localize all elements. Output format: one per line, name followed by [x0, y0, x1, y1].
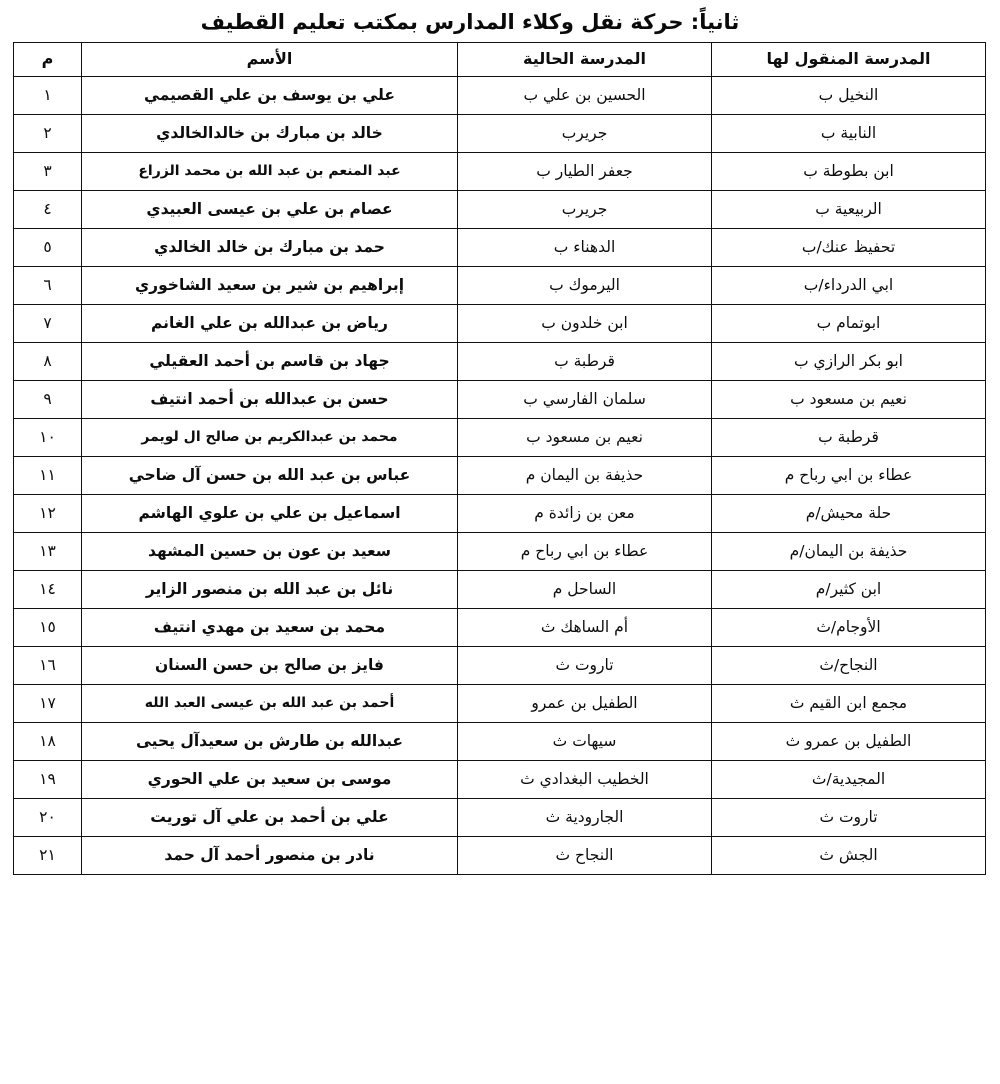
table-row — [14, 267, 986, 305]
cell-target-school: ابي الدرداء/ب — [712, 267, 986, 305]
cell-target-school: تحفيظ عنك/ب — [712, 229, 986, 267]
cell-target-school: حذيفة بن اليمان/م — [712, 533, 986, 571]
column-header-target-school: المدرسة المنقول لها — [712, 43, 986, 77]
table-row — [14, 685, 986, 723]
table-row — [14, 761, 986, 799]
cell-current-school: أم الساهك ث — [458, 609, 712, 647]
cell-target-school: الطفيل بن عمرو ث — [712, 723, 986, 761]
cell-name: اسماعيل بن علي بن علوي الهاشم — [82, 495, 458, 533]
cell-target-school: ابن بطوطة ب — [712, 153, 986, 191]
cell-row-number: ٤ — [14, 191, 82, 229]
cell-current-school: سيهات ث — [458, 723, 712, 761]
column-header-current-school: المدرسة الحالية — [458, 43, 712, 77]
table-row — [14, 115, 986, 153]
cell-current-school: سلمان الفارسي ب — [458, 381, 712, 419]
cell-row-number: ٦ — [14, 267, 82, 305]
cell-name: سعيد بن عون بن حسين المشهد — [82, 533, 458, 571]
cell-current-school: حذيفة بن اليمان م — [458, 457, 712, 495]
cell-current-school: اليرموك ب — [458, 267, 712, 305]
cell-target-school: تاروت ث — [712, 799, 986, 837]
cell-current-school: جعفر الطيار ب — [458, 153, 712, 191]
cell-row-number: ١١ — [14, 457, 82, 495]
cell-name: عبدالله بن طارش بن سعيدآل يحيى — [82, 723, 458, 761]
cell-row-number: ١ — [14, 77, 82, 115]
cell-row-number: ١٠ — [14, 419, 82, 457]
table-row — [14, 77, 986, 115]
table-row — [14, 571, 986, 609]
table-row — [14, 457, 986, 495]
cell-row-number: ١٥ — [14, 609, 82, 647]
cell-name: إبراهيم بن شير بن سعيد الشاخوري — [82, 267, 458, 305]
cell-row-number: ٥ — [14, 229, 82, 267]
cell-row-number: ٢٠ — [14, 799, 82, 837]
cell-current-school: الحسين بن علي ب — [458, 77, 712, 115]
cell-row-number: ١٤ — [14, 571, 82, 609]
cell-name: جهاد بن قاسم بن أحمد العقيلي — [82, 343, 458, 381]
cell-target-school: قرطبة ب — [712, 419, 986, 457]
cell-name: محمد بن سعيد بن مهدي انتيف — [82, 609, 458, 647]
table-header — [14, 43, 986, 77]
column-header-name: الأسم — [82, 43, 458, 77]
cell-name: عبد المنعم بن عبد الله بن محمد الزراع — [82, 153, 458, 191]
table-row — [14, 647, 986, 685]
cell-target-school: عطاء بن ابي رباح م — [712, 457, 986, 495]
cell-name: رياض بن عبدالله بن علي الغانم — [82, 305, 458, 343]
transfers-table — [13, 42, 986, 875]
table-row — [14, 533, 986, 571]
cell-row-number: ١٣ — [14, 533, 82, 571]
cell-target-school: ابن كثير/م — [712, 571, 986, 609]
cell-name: علي بن أحمد بن علي آل توريت — [82, 799, 458, 837]
cell-target-school: الأوجام/ث — [712, 609, 986, 647]
cell-target-school: نعيم بن مسعود ب — [712, 381, 986, 419]
table-row — [14, 191, 986, 229]
cell-row-number: ٣ — [14, 153, 82, 191]
cell-row-number: ٧ — [14, 305, 82, 343]
table-row — [14, 419, 986, 457]
table-row — [14, 609, 986, 647]
cell-name: علي بن يوسف بن علي القصيمي — [82, 77, 458, 115]
cell-name: عصام بن علي بن عيسى العبيدي — [82, 191, 458, 229]
table-row — [14, 381, 986, 419]
cell-target-school: المجيدية/ث — [712, 761, 986, 799]
table-row — [14, 153, 986, 191]
cell-current-school: الخطيب البغدادي ث — [458, 761, 712, 799]
cell-name: فايز بن صالح بن حسن السنان — [82, 647, 458, 685]
cell-target-school: ابو بكر الرازي ب — [712, 343, 986, 381]
table-row — [14, 343, 986, 381]
cell-row-number: ١٨ — [14, 723, 82, 761]
cell-name: خالد بن مبارك بن خالدالخالدي — [82, 115, 458, 153]
cell-name: محمد بن عبدالكريم بن صالح ال لويمر — [82, 419, 458, 457]
cell-name: موسى بن سعيد بن علي الحوري — [82, 761, 458, 799]
column-header-number: م — [14, 43, 82, 77]
table-row — [14, 723, 986, 761]
cell-current-school: جريرب — [458, 191, 712, 229]
cell-target-school: النابية ب — [712, 115, 986, 153]
cell-current-school: النجاح ث — [458, 837, 712, 875]
cell-name: أحمد بن عبد الله بن عيسى العبد الله — [82, 685, 458, 723]
cell-target-school: الربيعية ب — [712, 191, 986, 229]
cell-name: نائل بن عبد الله بن منصور الزاير — [82, 571, 458, 609]
cell-row-number: ٢ — [14, 115, 82, 153]
cell-current-school: نعيم بن مسعود ب — [458, 419, 712, 457]
cell-current-school: قرطبة ب — [458, 343, 712, 381]
cell-current-school: معن بن زائدة م — [458, 495, 712, 533]
cell-target-school: مجمع ابن القيم ث — [712, 685, 986, 723]
table-row — [14, 837, 986, 875]
document-page — [0, 10, 1000, 1084]
table-row — [14, 305, 986, 343]
cell-row-number: ١٢ — [14, 495, 82, 533]
cell-current-school: ابن خلدون ب — [458, 305, 712, 343]
cell-target-school: الجش ث — [712, 837, 986, 875]
cell-current-school: عطاء بن ابي رباح م — [458, 533, 712, 571]
table-row — [14, 495, 986, 533]
cell-row-number: ٢١ — [14, 837, 82, 875]
table-row — [14, 229, 986, 267]
table-container — [0, 42, 1000, 875]
cell-current-school: الجارودية ث — [458, 799, 712, 837]
cell-name: نادر بن منصور أحمد آل حمد — [82, 837, 458, 875]
cell-name: حسن بن عبدالله بن أحمد انتيف — [82, 381, 458, 419]
cell-current-school: الطفيل بن عمرو — [458, 685, 712, 723]
cell-current-school: الدهناء ب — [458, 229, 712, 267]
table-header-row — [14, 43, 986, 77]
cell-row-number: ١٦ — [14, 647, 82, 685]
cell-target-school: ابوتمام ب — [712, 305, 986, 343]
page-title: ثانياً: حركة نقل وكلاء المدارس بمكتب تعليم القطيف — [200, 10, 740, 34]
cell-current-school: تاروت ث — [458, 647, 712, 685]
cell-row-number: ١٧ — [14, 685, 82, 723]
cell-name: حمد بن مبارك بن خالد الخالدي — [82, 229, 458, 267]
cell-current-school: جريرب — [458, 115, 712, 153]
cell-target-school: حلة محيش/م — [712, 495, 986, 533]
table-body — [14, 77, 986, 875]
cell-target-school: النجاح/ث — [712, 647, 986, 685]
cell-row-number: ١٩ — [14, 761, 82, 799]
cell-name: عباس بن عبد الله بن حسن آل ضاحي — [82, 457, 458, 495]
cell-row-number: ٩ — [14, 381, 82, 419]
cell-target-school: النخيل ب — [712, 77, 986, 115]
cell-current-school: الساحل م — [458, 571, 712, 609]
cell-row-number: ٨ — [14, 343, 82, 381]
table-row — [14, 799, 986, 837]
